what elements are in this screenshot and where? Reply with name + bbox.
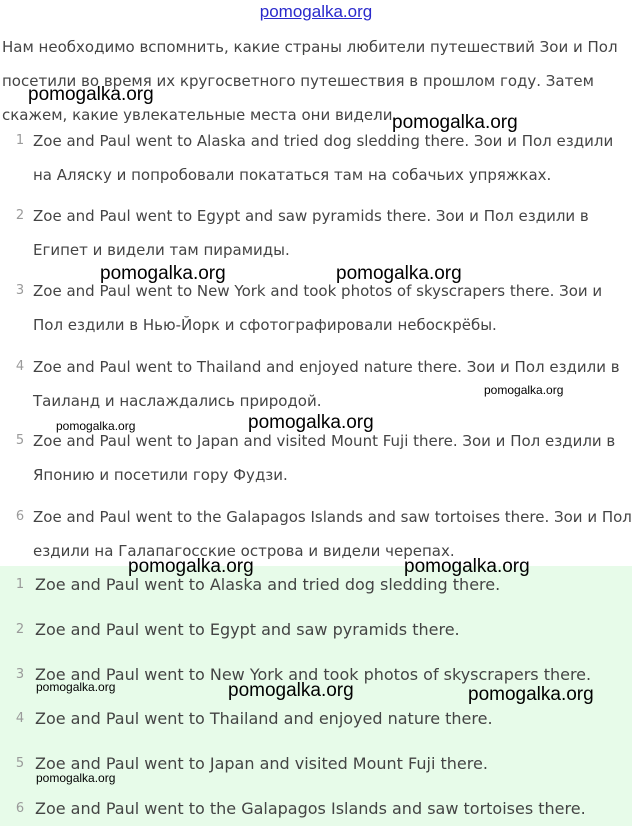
watermark: pomogalka.org: [468, 684, 594, 705]
item-text: Zoe and Paul went to Alaska and tried dog sledding there. Зои и Пол ездили на Аляску и попробовали покататься там на собачьих упряжках.: [33, 132, 614, 184]
item-text: Zoe and Paul went to New York and took photos of skyscrapers there.: [35, 665, 592, 684]
watermark: pomogalka.org: [248, 412, 374, 433]
watermark: pomogalka.org: [404, 556, 530, 577]
site-link[interactable]: pomogalka.org: [259, 2, 373, 21]
item-text: Zoe and Paul went to New York and took photos of skyscrapers there. Зои и Пол ездили в Нью-Йорк и сфотографировали небоскрёбы.: [33, 282, 603, 334]
item-text: Zoe and Paul went to Egypt and saw pyramids there.: [35, 620, 460, 639]
watermark: pomogalka.org: [228, 680, 354, 701]
item-text: Zoe and Paul went to the Galapagos Islands and saw tortoises there.: [35, 799, 586, 818]
item-number: 2: [15, 208, 25, 223]
watermark: pomogalka.org: [100, 263, 226, 284]
item-number: 1: [15, 133, 25, 148]
item-number: 3: [15, 283, 25, 298]
item-text: Zoe and Paul went to Egypt and saw pyramids there. Зои и Пол ездили в Египет и видели там пирамиды.: [33, 207, 589, 259]
watermark: pomogalka.org: [128, 556, 254, 577]
item-number: 2: [15, 622, 25, 637]
item-text: Zoe and Paul went to the Galapagos Islands and saw tortoises there. Зои и Пол ездили на Галапагосские острова и видели черепах.: [33, 508, 632, 560]
watermark: pomogalka.org: [336, 263, 462, 284]
item-text: Zoe and Paul went to Japan and visited Mount Fuji there. Зои и Пол ездили в Японию и посетили гору Фудзи.: [33, 432, 616, 484]
watermark: pomogalka.org: [36, 680, 116, 694]
item-number: 6: [15, 801, 25, 816]
watermark: pomogalka.org: [36, 771, 116, 785]
item-text: Zoe and Paul went to Thailand and enjoyed nature there.: [35, 709, 493, 728]
item-number: 4: [15, 359, 25, 374]
watermark: pomogalka.org: [392, 112, 518, 133]
item-text: Zoe and Paul went to Alaska and tried dog sledding there.: [35, 575, 501, 594]
item-number: 4: [15, 711, 25, 726]
item-number: 5: [15, 756, 25, 771]
intro-paragraph: Нам необходимо вспомнить, какие страны любители путешествий Зои и Пол посетили во время их кругосветного путешествия в прошлом году. Затем скажем, какие увлекательные места они видели.: [2, 38, 618, 124]
watermark: pomogalka.org: [56, 419, 136, 433]
item-text: Zoe and Paul went to Japan and visited Mount Fuji there.: [35, 754, 488, 773]
watermark: pomogalka.org: [28, 84, 154, 105]
item-number: 5: [15, 433, 25, 448]
item-text: Zoe and Paul went to Thailand and enjoyed nature there. Зои и Пол ездили в Таиланд и наслаждались природой.: [33, 358, 620, 410]
item-number: 1: [15, 577, 25, 592]
watermark: pomogalka.org: [484, 383, 564, 397]
item-number: 6: [15, 509, 25, 524]
item-number: 3: [15, 667, 25, 682]
